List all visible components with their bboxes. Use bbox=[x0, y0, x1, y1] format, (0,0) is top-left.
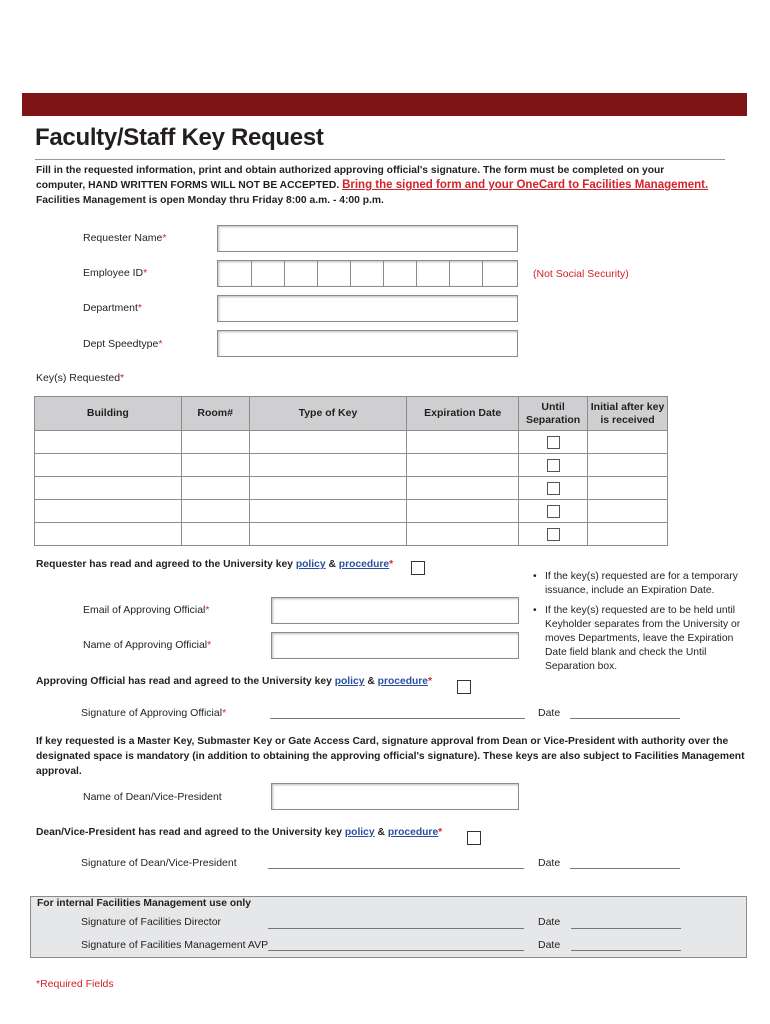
employee-id-digit bbox=[449, 261, 483, 286]
approver-name-input[interactable] bbox=[271, 632, 519, 659]
keys-table-header bbox=[35, 397, 668, 431]
col-expiration-date: Expiration Date bbox=[407, 397, 519, 431]
employee-id-digit bbox=[350, 261, 384, 286]
room-cell[interactable] bbox=[181, 431, 249, 454]
director-date-label: Date bbox=[538, 916, 561, 928]
avp-date-line[interactable] bbox=[571, 950, 681, 951]
amp: & bbox=[328, 559, 336, 570]
dean-date-label: Date bbox=[538, 857, 561, 869]
col-type-of-key: Type of Key bbox=[249, 397, 407, 431]
until-separation-cell[interactable] bbox=[519, 477, 588, 500]
until-separation-checkbox[interactable] bbox=[547, 528, 560, 541]
title-rule bbox=[35, 159, 725, 160]
key-row bbox=[35, 454, 668, 477]
until-separation-checkbox[interactable] bbox=[547, 505, 560, 518]
until-separation-checkbox[interactable] bbox=[547, 436, 560, 449]
policy-link[interactable]: policy bbox=[295, 559, 326, 570]
type-of-key-cell[interactable] bbox=[249, 523, 407, 546]
requester-agreement-text: Requester has read and agreed to the University key bbox=[36, 559, 293, 570]
director-signature-line[interactable] bbox=[268, 928, 524, 929]
internal-use-section bbox=[30, 896, 747, 958]
approver-signature-label: Signature of Approving Official* bbox=[81, 707, 227, 719]
type-of-key-cell[interactable] bbox=[249, 500, 407, 523]
employee-id-digit bbox=[383, 261, 417, 286]
procedure-link[interactable]: procedure bbox=[387, 827, 439, 838]
building-cell[interactable] bbox=[35, 477, 182, 500]
master-key-note: If key requested is a Master Key, Submaster Key or Gate Access Card, signature approval from Dean or Vice-President with authority over the designated space is mandatory (in addition to obtaining the approving official's signature). These keys are also subject to Facilities Management approval. bbox=[36, 736, 745, 777]
building-cell[interactable] bbox=[35, 454, 182, 477]
key-row bbox=[35, 500, 668, 523]
employee-id-input[interactable] bbox=[217, 260, 518, 287]
until-separation-checkbox[interactable] bbox=[547, 459, 560, 472]
dean-agreement-text: Dean/Vice-President has read and agreed to the University key bbox=[36, 827, 342, 838]
approver-agreement-text: Approving Official has read and agreed to the University key bbox=[36, 676, 332, 687]
employee-id-note: (Not Social Security) bbox=[533, 268, 629, 280]
requester-name-input[interactable] bbox=[217, 225, 518, 252]
dept-speedtype-input[interactable] bbox=[217, 330, 518, 357]
expiration-date-cell[interactable] bbox=[407, 431, 519, 454]
approver-email-input[interactable] bbox=[271, 597, 519, 624]
instructions-list bbox=[530, 570, 750, 680]
approver-name-label: Name of Approving Official* bbox=[83, 639, 212, 651]
approver-date-line[interactable] bbox=[570, 718, 680, 719]
col-building: Building bbox=[35, 397, 182, 431]
header-band bbox=[22, 93, 747, 116]
policy-link[interactable]: policy bbox=[334, 676, 365, 687]
key-row bbox=[35, 477, 668, 500]
approver-agreement-checkbox[interactable] bbox=[457, 680, 471, 694]
approver-date-label: Date bbox=[538, 707, 561, 719]
requester-name-label: Requester Name* bbox=[83, 232, 167, 244]
type-of-key-cell[interactable] bbox=[249, 431, 407, 454]
department-input[interactable] bbox=[217, 295, 518, 322]
expiration-date-cell[interactable] bbox=[407, 454, 519, 477]
procedure-link[interactable]: procedure bbox=[338, 559, 390, 570]
intro-line-2 bbox=[36, 178, 736, 193]
room-cell[interactable] bbox=[181, 523, 249, 546]
keys-table bbox=[34, 396, 668, 546]
until-separation-cell[interactable] bbox=[519, 454, 588, 477]
page-title: Faculty/Staff Key Request bbox=[35, 124, 324, 151]
expiration-date-cell[interactable] bbox=[407, 500, 519, 523]
avp-signature-line[interactable] bbox=[268, 950, 524, 951]
initial-cell[interactable] bbox=[588, 500, 668, 523]
dean-agreement-checkbox[interactable] bbox=[467, 831, 481, 845]
approver-agreement: Approving Official has read and agreed to the University key policy & procedure* bbox=[36, 676, 433, 687]
dean-signature-line[interactable] bbox=[268, 868, 524, 869]
initial-cell[interactable] bbox=[588, 454, 668, 477]
dean-agreement: Dean/Vice-President has read and agreed to the University key policy & procedure* bbox=[36, 827, 443, 838]
until-separation-cell[interactable] bbox=[519, 500, 588, 523]
employee-id-digit bbox=[218, 261, 252, 286]
type-of-key-cell[interactable] bbox=[249, 477, 407, 500]
intro-line-3: Facilities Management is open Monday thru Friday 8:00 a.m. - 4:00 p.m. bbox=[36, 195, 384, 206]
requester-agreement-checkbox[interactable] bbox=[411, 561, 425, 575]
key-row bbox=[35, 523, 668, 546]
until-separation-checkbox[interactable] bbox=[547, 482, 560, 495]
avp-date-label: Date bbox=[538, 939, 561, 951]
initial-cell[interactable] bbox=[588, 477, 668, 500]
until-separation-cell[interactable] bbox=[519, 523, 588, 546]
required-fields-note: *Required Fields bbox=[36, 978, 114, 990]
requester-agreement: Requester has read and agreed to the University key policy & procedure* bbox=[36, 559, 394, 570]
employee-id-digit bbox=[284, 261, 318, 286]
room-cell[interactable] bbox=[181, 454, 249, 477]
type-of-key-cell[interactable] bbox=[249, 454, 407, 477]
avp-signature-label: Signature of Facilities Management AVP bbox=[81, 939, 269, 951]
building-cell[interactable] bbox=[35, 500, 182, 523]
procedure-link[interactable]: procedure bbox=[377, 676, 429, 687]
department-label: Department* bbox=[83, 302, 142, 314]
approver-email-label: Email of Approving Official* bbox=[83, 604, 210, 616]
intro-onecard-note: Bring the signed form and your OneCard to Facilities Management. bbox=[342, 179, 709, 191]
initial-cell[interactable] bbox=[588, 431, 668, 454]
key-row bbox=[35, 431, 668, 454]
instruction-until-separation: • If the key(s) requested are to be held until Keyholder separates from the University or moves Departments, leave the Expiration Date field blank and check the Until Separation box. bbox=[530, 604, 750, 674]
director-signature-label: Signature of Facilities Director bbox=[81, 916, 222, 928]
approver-signature-line[interactable] bbox=[270, 718, 525, 719]
dean-signature-label: Signature of Dean/Vice-President bbox=[81, 857, 237, 869]
employee-id-digit bbox=[251, 261, 285, 286]
room-cell[interactable] bbox=[181, 500, 249, 523]
dean-name-label: Name of Dean/Vice-President bbox=[83, 791, 222, 803]
employee-id-digit bbox=[416, 261, 450, 286]
dept-speedtype-label: Dept Speedtype* bbox=[83, 338, 163, 350]
building-cell[interactable] bbox=[35, 431, 182, 454]
room-cell[interactable] bbox=[181, 477, 249, 500]
policy-link[interactable]: policy bbox=[344, 827, 375, 838]
dean-name-input[interactable] bbox=[271, 783, 519, 810]
intro-line-2a: computer, HAND WRITTEN FORMS WILL NOT BE ACCEPTED. bbox=[36, 180, 340, 191]
instruction-temporary: • If the key(s) requested are for a temporary issuance, include an Expiration Date. bbox=[530, 570, 750, 598]
expiration-date-cell[interactable] bbox=[407, 523, 519, 546]
internal-heading: For internal Facilities Management use only bbox=[37, 898, 251, 909]
dean-date-line[interactable] bbox=[570, 868, 680, 869]
employee-id-digit bbox=[317, 261, 351, 286]
keys-requested-label: Key(s) Requested* bbox=[36, 372, 125, 384]
col-room: Room# bbox=[181, 397, 249, 431]
employee-id-label: Employee ID* bbox=[83, 267, 148, 279]
intro-text bbox=[36, 163, 736, 208]
director-date-line[interactable] bbox=[571, 928, 681, 929]
until-separation-cell[interactable] bbox=[519, 431, 588, 454]
intro-line-1: Fill in the requested information, print and obtain authorized approving official's signature. The form must be completed on your bbox=[36, 165, 665, 176]
col-until-separation: Until Separation bbox=[519, 397, 588, 431]
expiration-date-cell[interactable] bbox=[407, 477, 519, 500]
col-initial: Initial after key is received bbox=[588, 397, 668, 431]
amp: & bbox=[377, 827, 385, 838]
amp: & bbox=[367, 676, 375, 687]
building-cell[interactable] bbox=[35, 523, 182, 546]
initial-cell[interactable] bbox=[588, 523, 668, 546]
